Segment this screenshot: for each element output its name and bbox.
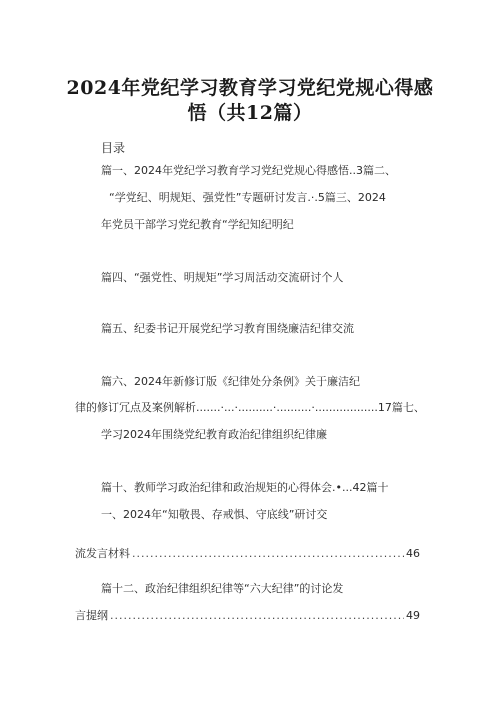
dot-leader bbox=[132, 547, 404, 561]
toc-line: 篇十、教师学习政治纪律和政治规矩的心得体会.•...42篇十 bbox=[101, 481, 389, 494]
dot-leader bbox=[110, 609, 404, 623]
toc-entry-with-leader bbox=[75, 547, 420, 561]
toc-entry-with-leader bbox=[75, 609, 420, 623]
toc-line: 一、2024年“知敬畏、存戒惧、守底线”研讨交 bbox=[101, 508, 328, 521]
toc-line: 篇十二、政治纪律组织纪律等“六大纪律”的讨论发 bbox=[101, 582, 344, 595]
document-title-line-2: 悟（共12篇） bbox=[187, 102, 313, 124]
toc-line: 篇六、2024年新修订版《纪律处分条例》关于廉洁纪 bbox=[101, 375, 360, 388]
toc-entry-page-number: 49 bbox=[406, 609, 420, 622]
toc-entry-text: 言提纲 bbox=[75, 609, 108, 622]
toc-line: 篇五、纪委书记开展党纪学习教育围绕廉洁纪律交流 bbox=[101, 322, 354, 335]
toc-line: 学习2024年围绕党纪教育政治纪律组织纪律廉 bbox=[101, 428, 327, 441]
toc-line: 篇四、“强党性、明规矩”学习周活动交流研讨个人 bbox=[101, 271, 344, 284]
toc-line: 篇一、2024年党纪学习教育学习党纪党规心得感悟..3篇二、 bbox=[101, 164, 396, 177]
toc-entry-page-number: 46 bbox=[406, 547, 420, 560]
toc-line: 年党员干部学习党纪教育“学纪知纪明纪 bbox=[101, 218, 294, 231]
document-title-line-1: 2024年党纪学习教育学习党纪党规心得感 bbox=[66, 77, 434, 99]
toc-entry-text: 流发言材料 bbox=[75, 547, 130, 560]
toc-line: 律的修订冗点及案例解析.......·...·..........·..........·..................17篇七、 bbox=[75, 401, 425, 414]
toc-line: “学党纪、明规矩、强党性”专题研讨发言.·.5篇三、2024 bbox=[109, 191, 386, 204]
toc-heading: 目录 bbox=[101, 141, 126, 155]
